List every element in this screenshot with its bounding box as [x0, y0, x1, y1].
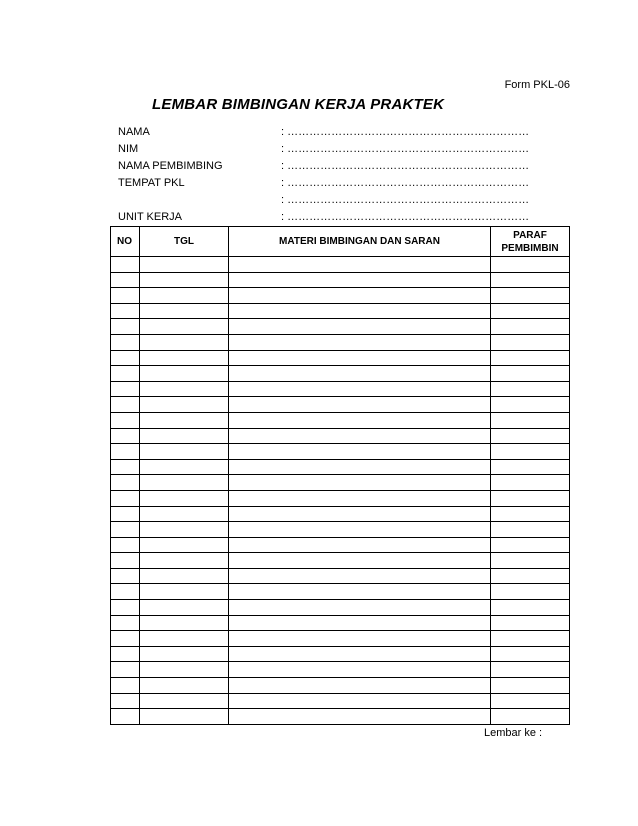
- table-row: [111, 366, 570, 382]
- cell-materi[interactable]: [229, 366, 491, 382]
- cell-paraf[interactable]: [491, 272, 570, 288]
- cell-tgl[interactable]: [140, 646, 229, 662]
- cell-tgl[interactable]: [140, 537, 229, 553]
- table-row: [111, 459, 570, 475]
- table-row: [111, 288, 570, 304]
- field-row-nim: [118, 141, 568, 158]
- cell-materi[interactable]: [229, 709, 491, 725]
- cell-paraf[interactable]: [491, 678, 570, 694]
- cell-tgl[interactable]: [140, 366, 229, 382]
- field-label: NAMA: [118, 126, 150, 138]
- cell-no[interactable]: [111, 475, 140, 491]
- cell-materi[interactable]: [229, 257, 491, 273]
- column-header-no: NO: [111, 227, 140, 257]
- cell-materi[interactable]: [229, 319, 491, 335]
- cell-no[interactable]: [111, 319, 140, 335]
- identity-fields: [118, 124, 568, 226]
- cell-tgl[interactable]: [140, 522, 229, 538]
- table-row: [111, 568, 570, 584]
- cell-materi[interactable]: [229, 288, 491, 304]
- cell-tgl[interactable]: [140, 303, 229, 319]
- document-title: LEMBAR BIMBINGAN KERJA PRAKTEK: [152, 96, 445, 113]
- cell-tgl[interactable]: [140, 678, 229, 694]
- table-row: [111, 615, 570, 631]
- cell-materi[interactable]: [229, 631, 491, 647]
- cell-tgl[interactable]: [140, 490, 229, 506]
- cell-no[interactable]: [111, 397, 140, 413]
- table-row: [111, 428, 570, 444]
- cell-materi[interactable]: [229, 662, 491, 678]
- cell-no[interactable]: [111, 459, 140, 475]
- table-row: [111, 693, 570, 709]
- cell-paraf[interactable]: [491, 397, 570, 413]
- table-row: [111, 350, 570, 366]
- cell-tgl[interactable]: [140, 412, 229, 428]
- column-header-materi: MATERI BIMBINGAN DAN SARAN: [229, 227, 491, 257]
- cell-paraf[interactable]: [491, 350, 570, 366]
- table-row: [111, 600, 570, 616]
- cell-paraf[interactable]: [491, 459, 570, 475]
- cell-tgl[interactable]: [140, 568, 229, 584]
- cell-tgl[interactable]: [140, 506, 229, 522]
- cell-tgl[interactable]: [140, 334, 229, 350]
- field-label: NIM: [118, 143, 139, 155]
- table-row: [111, 381, 570, 397]
- cell-paraf[interactable]: [491, 693, 570, 709]
- sheet-number-label: Lembar ke :: [484, 727, 543, 739]
- cell-materi[interactable]: [229, 444, 491, 460]
- cell-materi[interactable]: [229, 600, 491, 616]
- cell-tgl[interactable]: [140, 257, 229, 273]
- table-row: [111, 303, 570, 319]
- table-row: [111, 506, 570, 522]
- column-header-tgl: TGL: [140, 227, 229, 257]
- field-row-unit-kerja: [118, 209, 568, 226]
- cell-paraf[interactable]: [491, 506, 570, 522]
- cell-no[interactable]: [111, 366, 140, 382]
- cell-tgl[interactable]: [140, 319, 229, 335]
- cell-materi[interactable]: [229, 475, 491, 491]
- cell-materi[interactable]: [229, 553, 491, 569]
- table-row: [111, 272, 570, 288]
- cell-no[interactable]: [111, 568, 140, 584]
- cell-no[interactable]: [111, 646, 140, 662]
- column-header-paraf: PARAF PEMBIMBIN: [491, 227, 570, 257]
- table-body: [111, 257, 570, 725]
- cell-no[interactable]: [111, 412, 140, 428]
- cell-tgl[interactable]: [140, 600, 229, 616]
- cell-materi[interactable]: [229, 428, 491, 444]
- cell-no[interactable]: [111, 350, 140, 366]
- cell-paraf[interactable]: [491, 381, 570, 397]
- table-row: [111, 334, 570, 350]
- cell-no[interactable]: [111, 506, 140, 522]
- cell-paraf[interactable]: [491, 662, 570, 678]
- cell-materi[interactable]: [229, 584, 491, 600]
- table-row: [111, 412, 570, 428]
- cell-materi[interactable]: [229, 537, 491, 553]
- cell-tgl[interactable]: [140, 350, 229, 366]
- cell-materi[interactable]: [229, 646, 491, 662]
- table-row: [111, 397, 570, 413]
- cell-no[interactable]: [111, 272, 140, 288]
- cell-tgl[interactable]: [140, 428, 229, 444]
- cell-paraf[interactable]: [491, 334, 570, 350]
- table-row: [111, 257, 570, 273]
- cell-paraf[interactable]: [491, 303, 570, 319]
- cell-tgl[interactable]: [140, 631, 229, 647]
- cell-materi[interactable]: [229, 272, 491, 288]
- cell-no[interactable]: [111, 693, 140, 709]
- form-code: Form PKL-06: [504, 79, 570, 91]
- cell-no[interactable]: [111, 615, 140, 631]
- cell-paraf[interactable]: [491, 584, 570, 600]
- cell-no[interactable]: [111, 257, 140, 273]
- cell-materi[interactable]: [229, 381, 491, 397]
- cell-tgl[interactable]: [140, 288, 229, 304]
- cell-no[interactable]: [111, 584, 140, 600]
- cell-paraf[interactable]: [491, 615, 570, 631]
- cell-materi[interactable]: [229, 350, 491, 366]
- cell-no[interactable]: [111, 631, 140, 647]
- cell-materi[interactable]: [229, 522, 491, 538]
- field-label: TEMPAT PKL: [118, 177, 185, 189]
- cell-materi[interactable]: [229, 459, 491, 475]
- cell-no[interactable]: [111, 303, 140, 319]
- table-row: [111, 584, 570, 600]
- cell-materi[interactable]: [229, 693, 491, 709]
- table-row: [111, 475, 570, 491]
- field-value[interactable]: : …………………………………………………………: [281, 143, 530, 155]
- table-row: [111, 678, 570, 694]
- field-value[interactable]: : …………………………………………………………: [281, 177, 530, 189]
- field-label: NAMA PEMBIMBING: [118, 160, 223, 172]
- table-row: [111, 537, 570, 553]
- cell-materi[interactable]: [229, 334, 491, 350]
- cell-materi[interactable]: [229, 506, 491, 522]
- cell-tgl[interactable]: [140, 615, 229, 631]
- cell-materi[interactable]: [229, 678, 491, 694]
- cell-paraf[interactable]: [491, 568, 570, 584]
- table-row: [111, 662, 570, 678]
- cell-no[interactable]: [111, 490, 140, 506]
- cell-paraf[interactable]: [491, 257, 570, 273]
- table-row: [111, 490, 570, 506]
- cell-paraf[interactable]: [491, 553, 570, 569]
- cell-no[interactable]: [111, 381, 140, 397]
- cell-tgl[interactable]: [140, 475, 229, 491]
- field-value[interactable]: : …………………………………………………………: [281, 160, 530, 172]
- cell-no[interactable]: [111, 600, 140, 616]
- cell-tgl[interactable]: [140, 693, 229, 709]
- cell-paraf[interactable]: [491, 522, 570, 538]
- cell-paraf[interactable]: [491, 537, 570, 553]
- cell-paraf[interactable]: [491, 709, 570, 725]
- cell-tgl[interactable]: [140, 272, 229, 288]
- field-value[interactable]: : …………………………………………………………: [281, 126, 530, 138]
- cell-paraf[interactable]: [491, 490, 570, 506]
- cell-materi[interactable]: [229, 490, 491, 506]
- cell-no[interactable]: [111, 522, 140, 538]
- table-row: [111, 646, 570, 662]
- cell-no[interactable]: [111, 288, 140, 304]
- cell-tgl[interactable]: [140, 397, 229, 413]
- table-row: [111, 631, 570, 647]
- cell-tgl[interactable]: [140, 662, 229, 678]
- cell-materi[interactable]: [229, 397, 491, 413]
- table-header-row: [111, 227, 570, 257]
- table-row: [111, 444, 570, 460]
- cell-tgl[interactable]: [140, 709, 229, 725]
- cell-tgl[interactable]: [140, 381, 229, 397]
- cell-tgl[interactable]: [140, 553, 229, 569]
- cell-tgl[interactable]: [140, 459, 229, 475]
- field-label: UNIT KERJA: [118, 211, 182, 223]
- field-row-nama-pembimbing: [118, 158, 568, 175]
- cell-no[interactable]: [111, 444, 140, 460]
- cell-no[interactable]: [111, 553, 140, 569]
- cell-paraf[interactable]: [491, 288, 570, 304]
- cell-tgl[interactable]: [140, 444, 229, 460]
- cell-no[interactable]: [111, 709, 140, 725]
- cell-tgl[interactable]: [140, 584, 229, 600]
- cell-paraf[interactable]: [491, 428, 570, 444]
- cell-no[interactable]: [111, 428, 140, 444]
- cell-no[interactable]: [111, 537, 140, 553]
- cell-materi[interactable]: [229, 412, 491, 428]
- field-row-tempat-pkl-continued: [118, 192, 568, 209]
- cell-paraf[interactable]: [491, 366, 570, 382]
- table-row: [111, 522, 570, 538]
- cell-paraf[interactable]: [491, 646, 570, 662]
- cell-no[interactable]: [111, 662, 140, 678]
- cell-paraf[interactable]: [491, 600, 570, 616]
- cell-paraf[interactable]: [491, 631, 570, 647]
- cell-paraf[interactable]: [491, 319, 570, 335]
- field-value[interactable]: : …………………………………………………………: [281, 211, 530, 223]
- cell-materi[interactable]: [229, 303, 491, 319]
- cell-materi[interactable]: [229, 568, 491, 584]
- cell-paraf[interactable]: [491, 444, 570, 460]
- cell-no[interactable]: [111, 334, 140, 350]
- table-row: [111, 709, 570, 725]
- cell-materi[interactable]: [229, 615, 491, 631]
- table-row: [111, 553, 570, 569]
- cell-paraf[interactable]: [491, 412, 570, 428]
- field-value[interactable]: : …………………………………………………………: [281, 194, 530, 206]
- field-row-tempat-pkl: [118, 175, 568, 192]
- table-row: [111, 319, 570, 335]
- cell-no[interactable]: [111, 678, 140, 694]
- field-row-nama: [118, 124, 568, 141]
- cell-paraf[interactable]: [491, 475, 570, 491]
- guidance-log-table: [110, 226, 570, 725]
